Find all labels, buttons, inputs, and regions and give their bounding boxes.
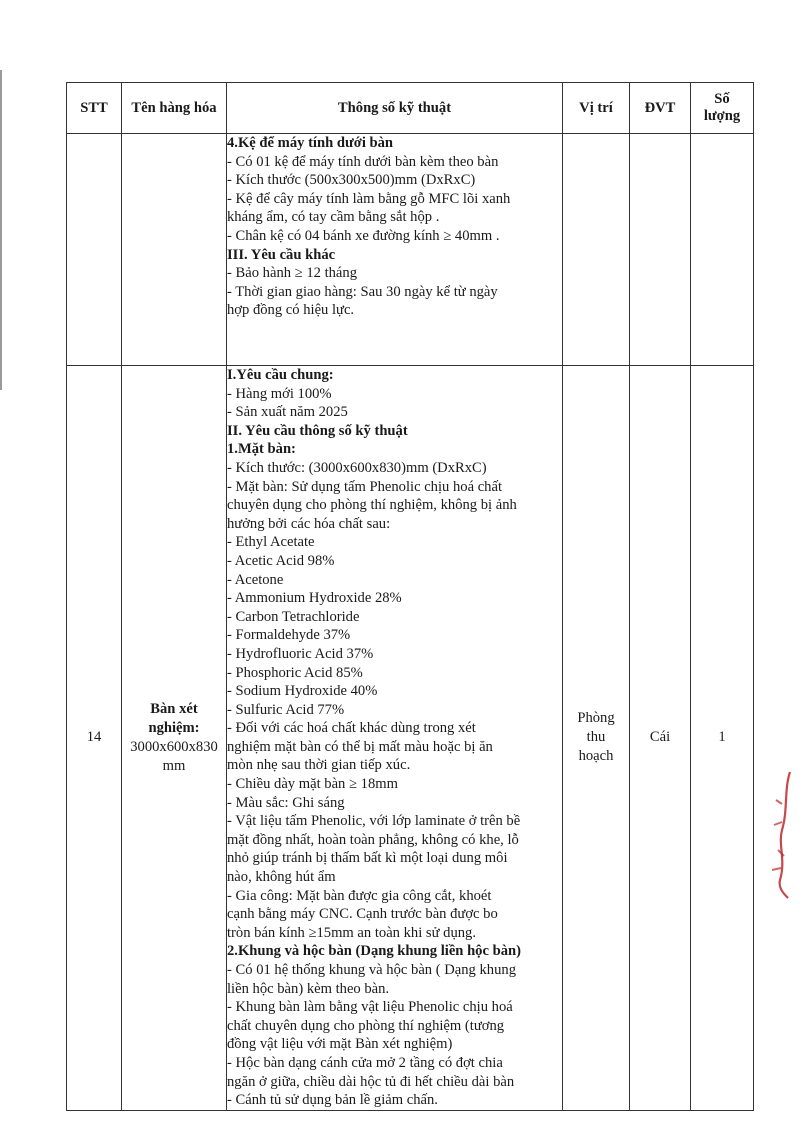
spec-14-line: chuyên dụng cho phòng thí nghiệm, không bị ảnh	[227, 497, 517, 514]
spec-14-line: tròn bán kính ≥15mm an toàn khi sử dụng.	[227, 924, 476, 941]
spec-14-line: - Mặt bàn: Sử dụng tấm Phenolic chịu hoá chất	[227, 478, 503, 495]
spec-14-line: - Sulfuric Acid 77%	[227, 701, 345, 718]
cell-stt: 14	[67, 366, 122, 1111]
spec-continued-line: - Chân kệ có 04 bánh xe đường kính ≥ 40mm .	[227, 227, 500, 244]
spec-continued-line: - Bảo hành ≥ 12 tháng	[227, 265, 358, 282]
spec-14-line: - Hộc bàn dạng cánh cửa mở 2 tầng có đợt chia	[227, 1054, 503, 1071]
red-stamp-fragment	[764, 770, 794, 900]
spec-14-line: - Acetic Acid 98%	[227, 552, 335, 569]
spec-14-line: 1.Mặt bàn:	[227, 441, 296, 458]
spec-continued-line: - Có 01 kệ để máy tính dưới bàn kèm theo bàn	[227, 153, 499, 170]
cell-spec-continued	[227, 134, 563, 366]
spec-continued-line: - Kích thước (500x300x500)mm (DxRxC)	[227, 172, 476, 189]
item-name-line3: 3000x600x830	[130, 738, 218, 755]
cell-quantity-empty	[691, 134, 754, 366]
spec-14-line: cạnh bằng máy CNC. Cạnh trước bàn được bo	[227, 906, 498, 923]
spec-14-line: - Ammonium Hydroxide 28%	[227, 590, 402, 607]
location-line3: hoạch	[578, 748, 614, 765]
item-name-line4: mm	[162, 757, 186, 774]
spec-continued-line: hợp đồng có hiệu lực.	[227, 302, 355, 319]
header-quantity-line2: lượng	[703, 108, 741, 124]
spec-continued-line: kháng ẩm, có tay cầm bằng sắt hộp .	[227, 209, 440, 226]
cell-location	[563, 366, 630, 1111]
header-row	[67, 83, 754, 134]
location-line1: Phòng	[577, 710, 615, 727]
spec-14-line: - Màu sắc: Ghi sáng	[227, 794, 345, 811]
spec-continued-line: III. Yêu cầu khác	[227, 246, 336, 263]
spec-14-line: - Sodium Hydroxide 40%	[227, 683, 378, 700]
table-row-continued	[67, 134, 754, 366]
spec-14-line: 2.Khung và hộc bàn (Dạng khung liền hộc bàn)	[227, 943, 521, 960]
header-location: Vị trí	[563, 83, 630, 134]
header-stt: STT	[67, 83, 122, 134]
cell-spec	[227, 366, 563, 1111]
spec-14-line: - Hydrofluoric Acid 37%	[227, 645, 374, 662]
spec-14-line: II. Yêu cầu thông số kỹ thuật	[227, 422, 408, 439]
cell-name-empty	[122, 134, 227, 366]
table-row-14	[67, 366, 754, 1111]
spec-continued-line: 4.Kệ để máy tính dưới bàn	[227, 135, 394, 151]
cell-unit: Cái	[630, 366, 691, 1111]
spec-14-line: ngăn ở giữa, chiều dài hộc tủ đi hết chiều dài bàn	[227, 1073, 515, 1090]
spec-14-line: nghiệm mặt bàn có thể bị mất màu hoặc bị ăn	[227, 738, 493, 755]
spec-14-line: - Kích thước: (3000x600x830)mm (DxRxC)	[227, 459, 487, 476]
spec-14-line: chất chuyên dụng cho phòng thí nghiệm (tương	[227, 1017, 505, 1034]
cell-unit-empty	[630, 134, 691, 366]
cell-quantity: 1	[691, 366, 754, 1111]
spec-14-line: I.Yêu cầu chung:	[227, 367, 334, 383]
spec-14-line: nào, không hút ẩm	[227, 869, 336, 886]
spec-14-line: - Phosphoric Acid 85%	[227, 664, 363, 681]
spec-continued-line: - Kệ để cây máy tính làm bằng gỗ MFC lõi xanh	[227, 190, 511, 207]
cell-stt-empty	[67, 134, 122, 366]
header-quantity-line1: Số	[714, 91, 730, 107]
spec-14-line: - Ethyl Acetate	[227, 534, 315, 551]
header-item-name: Tên hàng hóa	[122, 83, 227, 134]
header-quantity	[691, 83, 754, 134]
spec-14-line: mặt đồng nhất, hoàn toàn phẳng, không có khe, lỗ	[227, 831, 519, 848]
spec-14-line: - Cánh tủ sử dụng bản lề giảm chấn.	[227, 1092, 438, 1109]
spec-14-line: nhỏ giúp tránh bị thấm bất kì một loại dung môi	[227, 850, 508, 867]
spec-14-line: - Acetone	[227, 571, 284, 588]
spec-continued-line: - Thời gian giao hàng: Sau 30 ngày kể từ ngày	[227, 283, 498, 300]
item-name-line2: nghiệm:	[148, 719, 200, 736]
spec-14-line: - Carbon Tetrachloride	[227, 608, 360, 625]
spec-14-line: hưởng bởi các hóa chất sau:	[227, 515, 391, 532]
header-specs: Thông số kỹ thuật	[227, 83, 563, 134]
spec-14-line: - Có 01 hệ thống khung và hộc bàn ( Dạng khung	[227, 962, 516, 978]
location-line2: thu	[586, 729, 606, 746]
header-unit: ĐVT	[630, 83, 691, 134]
spec-14-line: - Đối với các hoá chất khác dùng trong xét	[227, 720, 476, 737]
cell-item-name	[122, 366, 227, 1111]
spec-14-line: - Hàng mới 100%	[227, 385, 332, 402]
spec-14-line: mòn nhẹ sau thời gian tiếp xúc.	[227, 757, 411, 774]
spec-14-line: liền hộc bàn) kèm theo bàn.	[227, 980, 390, 997]
spec-14-line: - Vật liệu tấm Phenolic, với lớp laminate ở trên bề	[227, 813, 521, 830]
spec-14-line: đồng vật liệu với mặt Bàn xét nghiệm)	[227, 1036, 453, 1053]
spec-14-line: - Formaldehyde 37%	[227, 627, 351, 644]
technical-spec-table	[66, 82, 754, 1111]
spec-14-line: - Gia công: Mặt bàn được gia công cắt, khoét	[227, 887, 492, 904]
item-name-line1: Bàn xét	[150, 700, 198, 717]
cell-location-empty	[563, 134, 630, 366]
spec-14-line: - Sản xuất năm 2025	[227, 404, 348, 421]
spec-14-line: - Khung bàn làm bằng vật liệu Phenolic chịu hoá	[227, 999, 513, 1016]
spec-14-line: - Chiều dày mặt bàn ≥ 18mm	[227, 776, 398, 793]
page-edge-rule	[0, 70, 2, 390]
